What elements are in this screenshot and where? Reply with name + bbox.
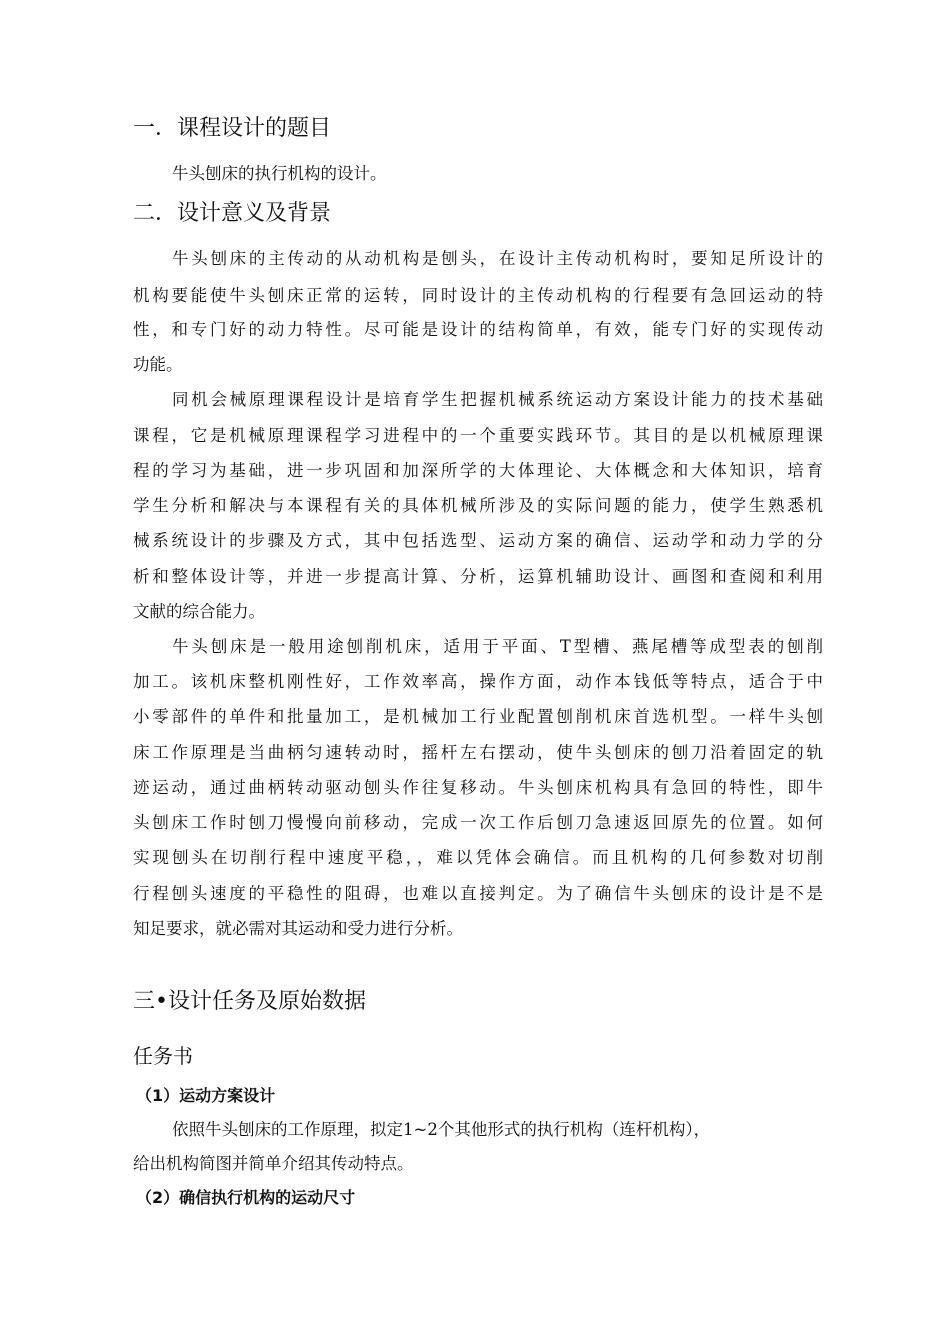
paragraph-line: 行程刨头速度的平稳性的阻碍，也难以直接判定。为了确信牛头刨床的设计是不是 <box>133 884 823 903</box>
paragraph-line: 程的学习为基础，进一步巩固和加深所学的大体理论、大体概念和大体知识，培育 <box>133 461 823 480</box>
paragraph-line: 机构要能使牛头刨床正常的运转，同时设计的主传动机构的行程要有急回运动的特 <box>133 286 823 305</box>
section-1-body: 牛头刨床的执行机构的设计。 <box>172 164 387 183</box>
paragraph-line: 性，和专门好的动力特性。尽可能是设计的结构简单，有效，能专门好的实现传动 <box>133 320 823 339</box>
task-item-1-line: 给出机构简图并简单介绍其传动特点。 <box>133 1154 414 1173</box>
paragraph-line: 加工。该机床整机刚性好，工作效率高，操作方面，动作本钱低等特点，适合于中 <box>133 672 823 691</box>
paragraph-line: 实现刨头在切削行程中速度平稳，，难以凭体会确信。而且机构的几何参数对切削 <box>133 848 823 867</box>
paragraph-line: 头刨床工作时刨刀慢慢向前移动，完成一次工作后刨刀急速返回原先的位置。如何 <box>133 813 823 832</box>
paragraph-line: 迹运动，通过曲柄转动驱动刨头作往复移动。牛头刨床机构具有急回的特性，即牛 <box>133 778 823 797</box>
paragraph-line: 知足要求，就必需对其运动和受力进行分析。 <box>133 919 463 938</box>
section-1-heading: 一．课程设计的题目 <box>133 116 332 141</box>
section-3-heading: 三•设计任务及原始数据 <box>133 989 366 1014</box>
paragraph-line: 同机会械原理课程设计是培育学生把握机械系统运动方案设计能力的技术基础 <box>172 390 823 409</box>
paragraph-line: 械系统设计的步骤及方式，其中包括选型、运动方案的确信、运动学和动力学的分 <box>133 531 823 550</box>
paragraph-line: 析和整体设计等，并进一步提高计算、分析，运算机辅助设计、画图和查阅和利用 <box>133 567 823 586</box>
paragraph-line: 牛头刨床的主传动的从动机构是刨头，在设计主传动机构时，要知足所设计的 <box>172 249 823 268</box>
paragraph-line: 学生分析和解决与本课程有关的具体机械所涉及的实际问题的能力，使学生熟悉机 <box>133 496 823 515</box>
task-item-2-title: （2）确信执行机构的运动尺寸 <box>136 1188 356 1207</box>
paragraph-line: 牛头刨床是一般用途刨削机床，适用于平面、T型槽、燕尾槽等成型表的刨削 <box>172 637 823 656</box>
section-2-heading: 二．设计意义及背景 <box>133 201 332 226</box>
paragraph-line: 小零部件的单件和批量加工，是机械加工行业配置刨削机床首选机型。一样牛头刨 <box>133 707 823 726</box>
paragraph-line: 功能。 <box>133 355 183 374</box>
paragraph-line: 文献的综合能力。 <box>133 602 265 621</box>
task-item-1-title: （1）运动方案设计 <box>136 1086 276 1105</box>
paragraph-line: 床工作原理是当曲柄匀速转动时，摇杆左右摆动，使牛头刨床的刨刀沿着固定的轨 <box>133 743 823 762</box>
paragraph-line: 课程，它是机械原理课程学习进程中的一个重要实践环节。其目的是以机械原理课 <box>133 426 823 445</box>
section-3-subheading: 任务书 <box>133 1044 193 1068</box>
task-item-1-line: 依照牛头刨床的工作原理，拟定1~2个其他形式的执行机构（连杆机构）， <box>172 1120 711 1139</box>
